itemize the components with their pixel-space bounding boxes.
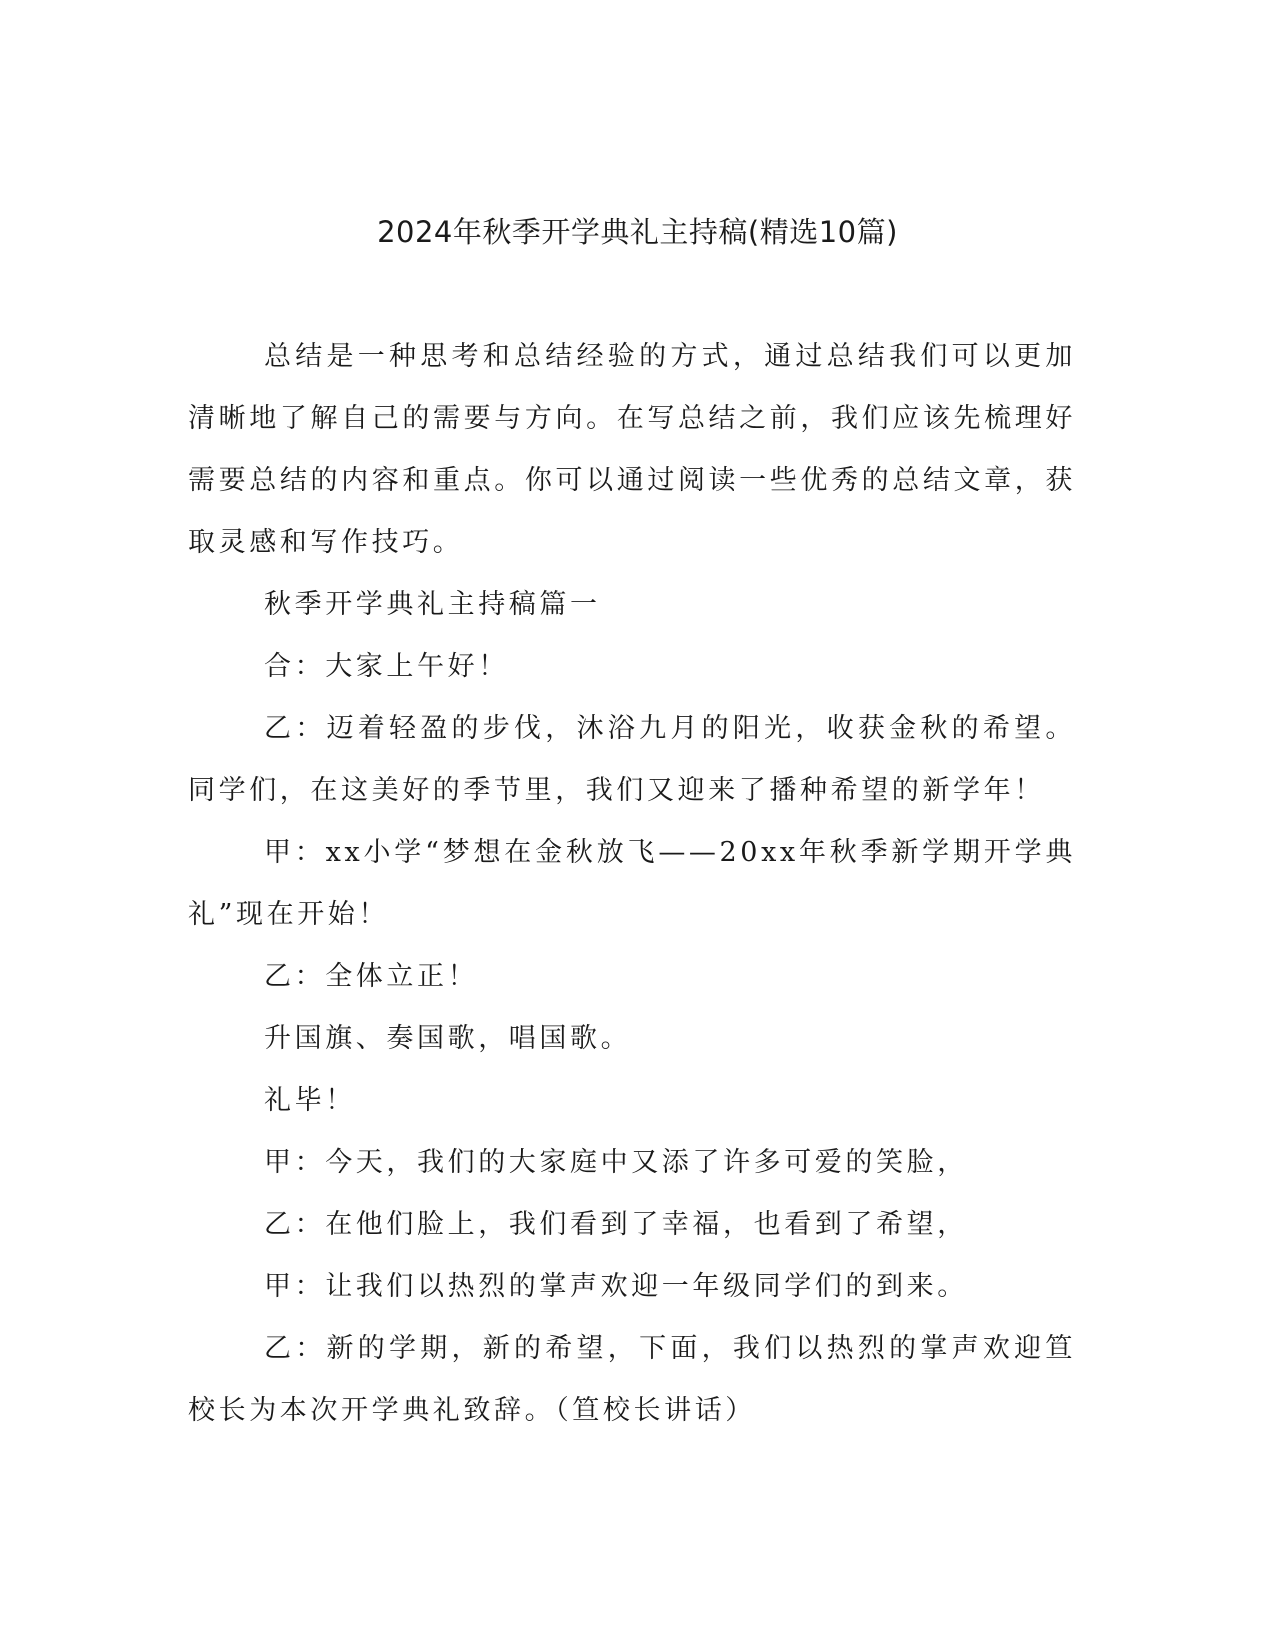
paragraph-line: 甲：今天，我们的大家庭中又添了许多可爱的笑脸， — [264, 1147, 968, 1178]
section-heading: 秋季开学典礼主持稿篇一 — [264, 589, 601, 620]
paragraph-line: 合：大家上午好！ — [264, 651, 509, 682]
paragraph-line: 乙：全体立正！ — [264, 961, 479, 992]
paragraph-line: 礼毕！ — [264, 1085, 356, 1116]
paragraph-line: 甲：xx小学“梦想在金秋放飞——20xx年秋季新学期开学典礼”现在开始！ — [188, 837, 1076, 930]
paragraph-line: 乙：迈着轻盈的步伐，沐浴九月的阳光，收获金秋的希望。同学们，在这美好的季节里，我们又迎来了播种希望的新学年！ — [188, 713, 1076, 806]
document-title: 2024年秋季开学典礼主持稿(精选10篇) — [377, 215, 898, 249]
paragraph-line: 甲：让我们以热烈的掌声欢迎一年级同学们的到来。 — [264, 1271, 968, 1302]
paragraph-line: 升国旗、奏国歌，唱国歌。 — [264, 1023, 632, 1054]
paragraph-line: 乙：新的学期，新的希望，下面，我们以热烈的掌声欢迎笪校长为本次开学典礼致辞。（笪校长讲话） — [188, 1333, 1076, 1426]
paragraph-intro: 总结是一种思考和总结经验的方式，通过总结我们可以更加清晰地了解自己的需要与方向。在写总结之前，我们应该先梳理好需要总结的内容和重点。你可以通过阅读一些优秀的总结文章，获取灵感和写作技巧。 — [188, 341, 1076, 558]
paragraph-line: 乙：在他们脸上，我们看到了幸福，也看到了希望， — [264, 1209, 968, 1240]
document-body — [188, 326, 1076, 1442]
